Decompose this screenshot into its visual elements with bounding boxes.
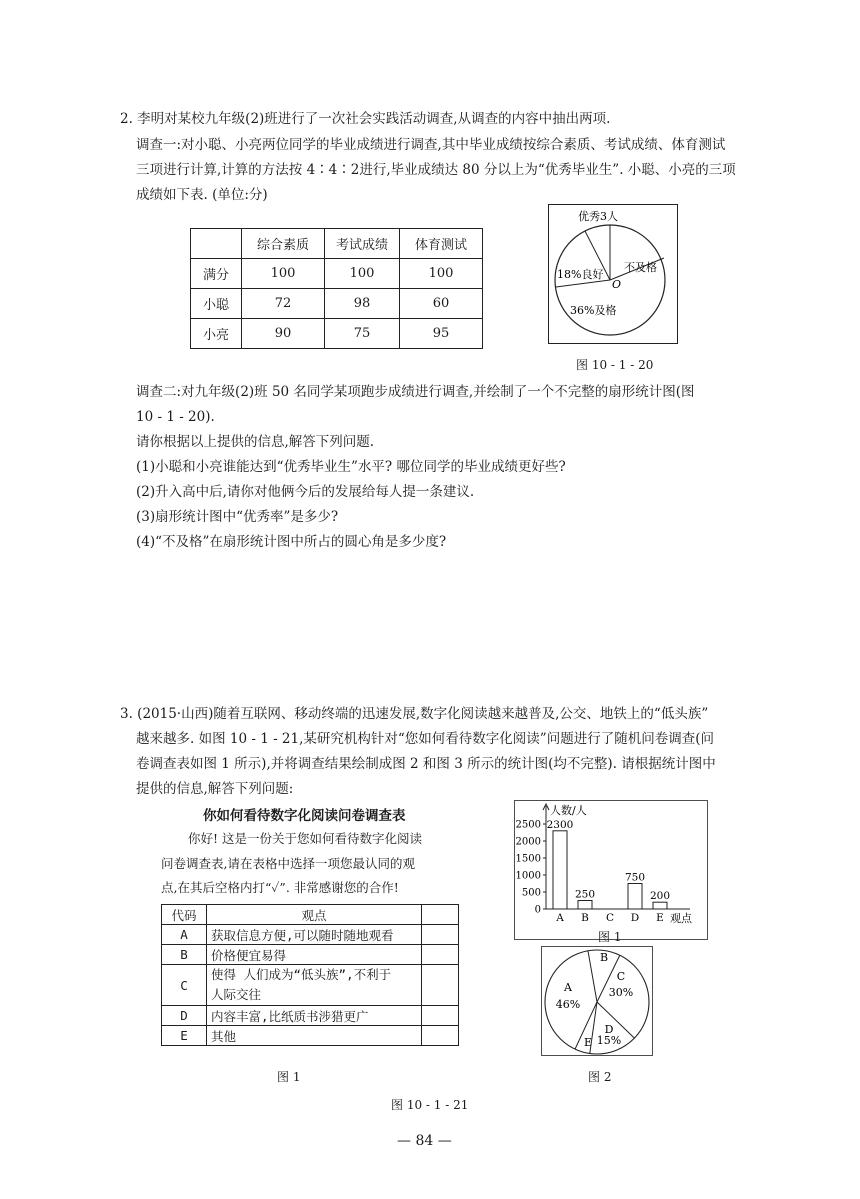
table-cell: 72: [242, 289, 325, 319]
bar-value-label: 250: [574, 888, 596, 901]
table-row: [162, 1026, 459, 1046]
bar: [578, 901, 592, 910]
survey-row-c-line-1: 使得 人们成为“低头族”,不利于: [211, 967, 392, 982]
pie-slice-value: 30%: [608, 986, 634, 999]
q2-line-4: 成绩如下表. (单位:分): [136, 187, 268, 203]
q2-line-7: 请你根据以上提供的信息,解答下列问题.: [136, 434, 375, 450]
table-cell: 95: [400, 319, 483, 349]
q2-line-6: 10 - 1 - 20).: [136, 409, 215, 425]
table-cell: E: [162, 1026, 207, 1046]
q2-sub-2: (2)升入高中后,请你对他俩今后的发展给每人提一条建议.: [136, 484, 475, 500]
bar-value-label: 2300: [546, 818, 574, 831]
y-axis-label: 人数/人: [550, 804, 587, 817]
x-tick-label: B: [581, 912, 589, 924]
x-tick-label: E: [656, 912, 664, 924]
y-tick-label: 1500: [515, 853, 541, 865]
pie-slice-value: 46%: [555, 998, 581, 1011]
bar-value-label: 200: [649, 890, 671, 903]
q3-line-1: 3. (2015·山西)随着互联网、移动终端的迅速发展,数字化阅读越来越普及,公交、地铁上的“低头族”: [120, 706, 709, 722]
q2-line-2: 调查一:对小聪、小亮两位同学的毕业成绩进行调查,其中毕业成绩按综合素质、考试成绩、体育测试: [136, 137, 726, 153]
table-cell: 90: [242, 319, 325, 349]
page-number: — 84 —: [397, 1133, 452, 1149]
table-cell: 体育测试: [400, 229, 483, 259]
table-cell: [207, 965, 422, 1006]
table-cell: 其他: [207, 1026, 422, 1046]
table-cell: 价格便宜易得: [207, 945, 422, 965]
q3-line-3: 卷调查表如图 1 所示),并将调查结果绘制成图 2 和图 3 所示的统计图(均不完整). 请根据统计图中: [136, 756, 716, 772]
pie-label-excellent: 优秀3人: [578, 210, 618, 223]
bar-value-label: 750: [624, 871, 646, 884]
bar: [553, 831, 567, 909]
table-row: [162, 1006, 459, 1026]
bar: [653, 902, 667, 909]
table-cell: D: [162, 1006, 207, 1026]
score-table: [190, 228, 483, 349]
pie-slice-edge: [588, 951, 597, 1002]
figure-caption: 图 1: [277, 1070, 301, 1084]
table-row: [162, 925, 459, 945]
y-tick-label: 500: [521, 887, 541, 899]
y-tick-label: 2500: [515, 819, 541, 831]
pie-label-good: 18%良好: [557, 268, 604, 281]
table-cell: [191, 229, 242, 259]
table-cell: 考试成绩: [325, 229, 400, 259]
table-cell: 获取信息方便,可以随时随地观看: [207, 925, 422, 945]
figure-caption: 图 10 - 1 - 20: [576, 358, 654, 372]
y-tick-label: 0: [534, 904, 541, 916]
pie-slice-label: C: [616, 970, 626, 983]
table-cell: 60: [400, 289, 483, 319]
pie-chart-fig2: [541, 946, 653, 1060]
checkbox-cell[interactable]: [422, 1026, 459, 1046]
table-cell: 代码: [162, 905, 207, 925]
survey-intro-3: 点,在其后空格内打“✓”. 非常感谢您的合作!: [161, 880, 399, 895]
table-cell: 100: [400, 259, 483, 289]
y-tick-label: 1000: [515, 870, 541, 882]
x-axis-label: 观点: [670, 912, 692, 925]
pie-slice-label: D: [604, 1023, 614, 1036]
survey-intro-1: 你好! 这是一份关于您如何看待数字化阅读: [188, 831, 422, 846]
checkbox-cell[interactable]: [422, 925, 459, 945]
table-cell: 满分: [191, 259, 242, 289]
pie-center-label: O: [612, 278, 622, 291]
table-cell: 100: [325, 259, 400, 289]
pie-label-pass: 36%及格: [570, 304, 617, 317]
table-row: [191, 259, 483, 289]
table-row: [162, 945, 459, 965]
pie-slice-edge: [597, 1002, 634, 1038]
table-cell: 小聪: [191, 289, 242, 319]
q3-line-2: 越来越多. 如图 10 - 1 - 21,某研究机构针对“您如何看待数字化阅读”问题进行了随机问卷调查(问: [136, 731, 714, 747]
survey-table: [161, 904, 459, 1046]
x-tick-label: D: [630, 912, 640, 924]
table-cell: 75: [325, 319, 400, 349]
checkbox-cell[interactable]: [422, 965, 459, 1006]
pie-chart-10-1-20: [548, 204, 678, 348]
pie-slice-value: 15%: [596, 1034, 622, 1047]
survey-row-c-line-2: 人际交往: [211, 987, 262, 1002]
survey-intro-2: 问卷调查表,请在表格中选择一项您最认同的观: [161, 856, 415, 871]
table-row: [162, 905, 459, 925]
pie-label-fail: 不及格: [624, 261, 657, 274]
pie-slice-label: B: [599, 951, 609, 964]
checkbox-cell[interactable]: [422, 1006, 459, 1026]
q2-line-5: 调查二:对九年级(2)班 50 名同学某项跑步成绩进行调查,并绘制了一个不完整的扇形统计图(图: [136, 384, 695, 400]
figure-caption: 图 1: [598, 930, 622, 944]
q2-sub-4: (4)“不及格”在扇形统计图中所占的圆心角是多少度?: [136, 534, 447, 550]
q2-line-1: 2. 李明对某校九年级(2)班进行了一次社会实践活动调查,从调查的内容中抽出两项.: [120, 111, 611, 127]
q2-sub-1: (1)小聪和小亮谁能达到“优秀毕业生”水平? 哪位同学的毕业成绩更好些?: [136, 459, 566, 475]
checkbox-cell[interactable]: [422, 905, 459, 925]
table-row: [191, 229, 483, 259]
pie-slice-label: E: [583, 1036, 593, 1049]
x-tick-label: A: [556, 912, 564, 924]
checkbox-cell[interactable]: [422, 945, 459, 965]
table-row: [191, 289, 483, 319]
table-cell: 观点: [207, 905, 422, 925]
table-cell: 综合素质: [242, 229, 325, 259]
table-cell: B: [162, 945, 207, 965]
x-tick-label: C: [605, 912, 615, 924]
table-cell: 98: [325, 289, 400, 319]
table-cell: 100: [242, 259, 325, 289]
q2-sub-3: (3)扇形统计图中“优秀率”是多少?: [136, 509, 339, 525]
figure-caption: 图 10 - 1 - 21: [391, 1098, 469, 1112]
bar: [628, 884, 642, 910]
bar-chart: [508, 800, 708, 944]
survey-title: 你如何看待数字化阅读问卷调查表: [203, 808, 406, 824]
table-cell: 小亮: [191, 319, 242, 349]
q2-line-3: 三项进行计算,计算的方法按 4∶4∶2进行,毕业成绩达 80 分以上为“优秀毕业生”. 小聪、小亮的三项: [136, 162, 736, 178]
figure-caption: 图 2: [588, 1070, 612, 1084]
table-cell: A: [162, 925, 207, 945]
pie-slice-label: A: [564, 981, 572, 994]
table-cell: 内容丰富,比纸质书涉猎更广: [207, 1006, 422, 1026]
table-cell: C: [162, 965, 207, 1006]
y-tick-label: 2000: [515, 836, 541, 848]
table-row: [162, 965, 459, 1006]
q3-line-4: 提供的信息,解答下列问题:: [136, 781, 294, 797]
table-row: [191, 319, 483, 349]
